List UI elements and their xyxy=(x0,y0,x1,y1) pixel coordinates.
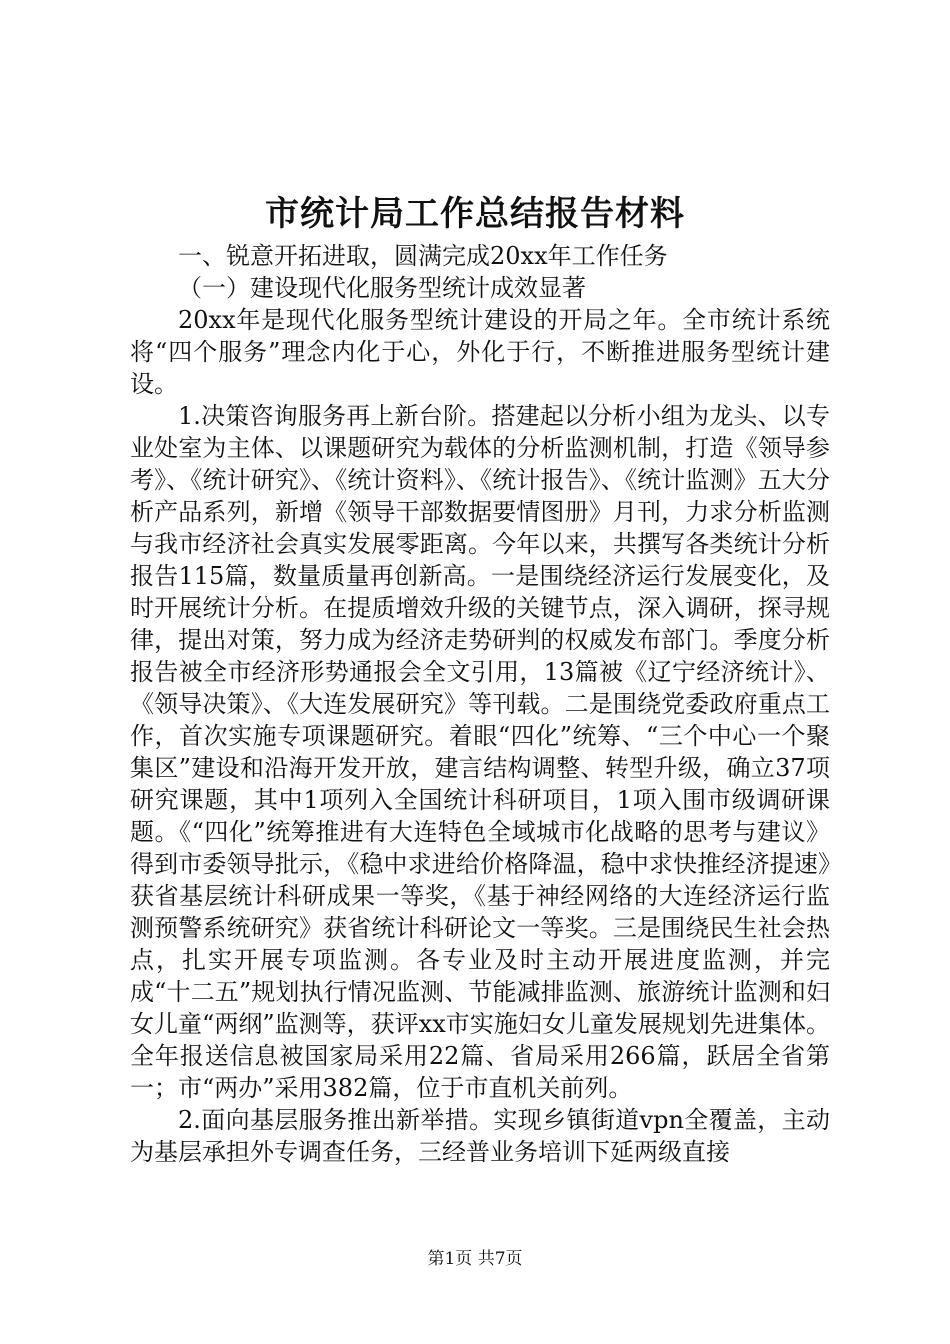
paragraph-intro: 20xx年是现代化服务型统计建设的开局之年。全市统计系统将“四个服务”理念内化于心，外化于行，不断推进服务型统计建设。 xyxy=(130,306,830,398)
paragraph-decision-service: 1.决策咨询服务再上新台阶。搭建起以分析小组为龙头、以专业处室为主体、以课题研究为载体的分析监测机制，打造《领导参考》、《统计研究》、《统计资料》、《统计报告》、《统计监测》五大分析产品系列，新增《领导干部数据要情图册》月刊，力求分析监测与我市经济社会真实发展零距离。今年以来，共撰写各类统计分析报告115篇，数量质量再创新高。一是围绕经济运行发展变化，及时开展统计分析。在提质增效升级的关键节点，深入调研，探寻规律，提出对策，努力成为经济走势研判的权威发布部门。季度分析报告被全市经济形势通报会全文引用，13篇被《辽宁经济统计》、《领导决策》、《大连发展研究》等刊载。二是围绕党委政府重点工作，首次实施专项课题研究。着眼“四化”统筹、“三个中心一个聚集区”建设和沿海开发开放，建言结构调整、转型升级，确立37项研究课题，其中1项列入全国统计科研项目，1项入围市级调研课题。《“四化”统筹推进有大连特色全域城市化战略的思考与建议》得到市委领导批示，《稳中求进给价格降温，稳中求快推经济提速》获省基层统计科研成果一等奖，《基于神经网络的大连经济运行监测预警系统研究》获省统计科研论文一等奖。三是围绕民生社会热点，扎实开展专项监测。各专业及时主动开展进度监测，并完成“十二五”规划执行情况监测、节能减排监测、旅游统计监测和妇女儿童“两纲”监测等，获评xx市实施妇女儿童发展规划先进集体。全年报送信息被国家局采用22篇、省局采用266篇，跃居全省第一；市“两办”采用382篇，位于市直机关前列。 xyxy=(130,402,830,1102)
page-number-footer: 第1页 共7页 xyxy=(427,1249,523,1269)
section-heading: 一、锐意开拓进取，圆满完成20xx年工作任务 xyxy=(178,242,668,270)
paragraph-grassroots-service: 2.面向基层服务推出新举措。实现乡镇街道vpn全覆盖，主动为基层承担外专调查任务，三经普业务培训下延两级直接 xyxy=(130,1106,830,1166)
subsection-heading: （一）建设现代化服务型统计成效显著 xyxy=(178,274,586,302)
document-body xyxy=(130,240,830,1168)
document-title: 市统计局工作总结报告材料 xyxy=(265,194,685,234)
